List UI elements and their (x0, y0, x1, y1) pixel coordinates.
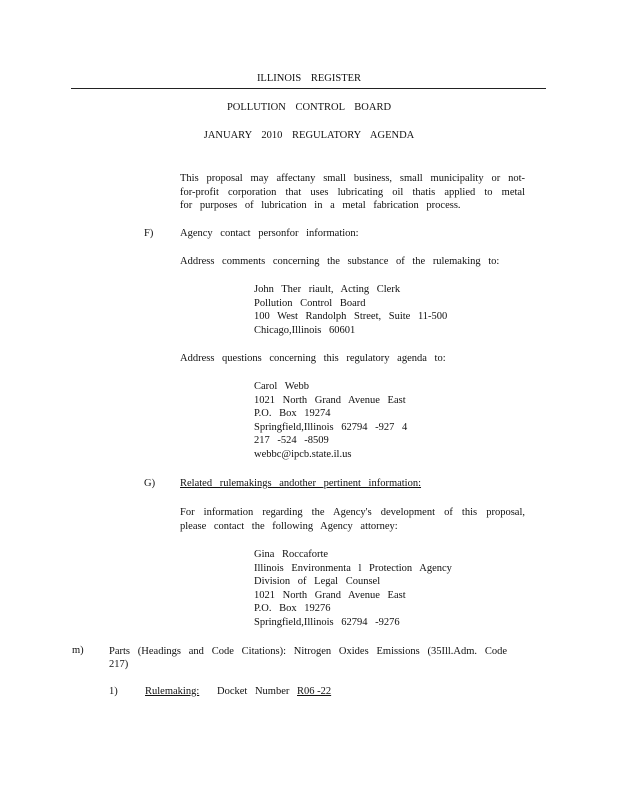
address-line: John Ther riault, Acting Clerk (254, 284, 401, 295)
address-line: Pollution Control Board (254, 297, 366, 309)
address-line: Springfield,Illinois 62794 -9276 (254, 616, 400, 628)
item-m-label: m) (72, 645, 84, 656)
email-address[interactable]: webbc@ipcb.state.il.us (254, 448, 352, 460)
contact-address-block (254, 380, 407, 461)
item-f-heading: Agency contact personfor information: (180, 228, 359, 239)
address-line: Division of Legal Counsel (254, 576, 381, 587)
address-line: P.O. Box 19274 (254, 408, 331, 419)
sub-item-1-label: 1) (109, 686, 118, 697)
register-title: ILLINOIS REGISTER (256, 73, 362, 84)
item-m-text: Parts (Headings and Code Citations): Nitrogen Oxides Emissions (35Ill.Adm. Code 217) (109, 646, 507, 670)
item-g-label: G) (144, 478, 156, 489)
address-line: P.O. Box 19276 (254, 603, 331, 614)
item-g-paragraph: For information regarding the Agency's development of this proposal, please contact the following Agency attorney: (180, 507, 525, 532)
address-line: Illinois Environmenta l Protection Agency (254, 562, 452, 574)
phone-number: 217 -524 -8509 (254, 435, 329, 446)
item-f-label: F) (144, 228, 154, 239)
address-comments-label: Address comments concerning the substance of the rulemaking to: (180, 256, 500, 267)
docket-number: R06 -22 (297, 686, 332, 697)
address-line: Springfield,Illinois 62794 -927 4 (254, 421, 408, 433)
address-line: 100 West Randolph Street, Suite 11-500 (254, 311, 448, 322)
agenda-title: JANUARY 2010 REGULATORY AGENDA (203, 130, 415, 141)
docket-label: Docket Number (217, 686, 290, 697)
address-questions-label: Address questions concerning this regulatory agenda to: (180, 353, 446, 364)
board-title: POLLUTION CONTROL BOARD (226, 102, 392, 113)
item-g-heading: Related rulemakings andother pertinent information: (180, 478, 422, 489)
rulemaking-label: Rulemaking: (145, 686, 200, 697)
intro-paragraph: This proposal may affectany small business, small municipality or not-for-profit corporation that uses lubricating oil thatis applied to metal for purposes of lubrication in a metal fabrication process. (180, 173, 525, 211)
header-divider (71, 88, 546, 89)
clerk-address-block (254, 283, 447, 337)
address-line: Gina Roccaforte (254, 549, 329, 560)
address-line: Carol Webb (254, 381, 309, 392)
attorney-address-block (254, 548, 452, 629)
address-line: 1021 North Grand Avenue East (254, 394, 406, 406)
address-line: 1021 North Grand Avenue East (254, 589, 406, 601)
address-line: Chicago,Illinois 60601 (254, 324, 356, 336)
